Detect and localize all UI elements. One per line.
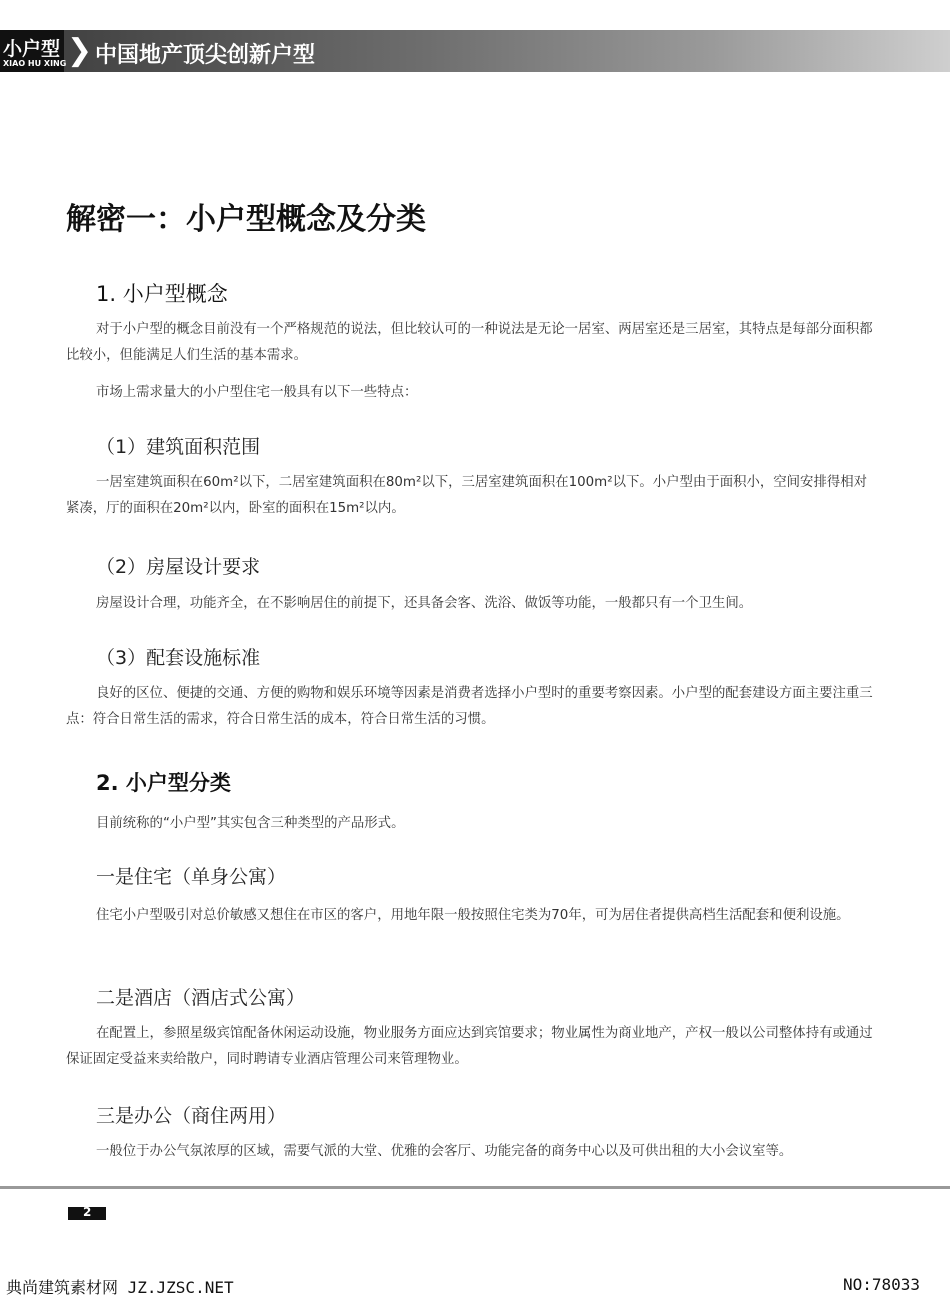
paragraph-design: 房屋设计合理，功能齐全，在不影响居住的前提下，还具备会客、洗浴、做饭等功能，一般都只有一个卫生间。 [96,596,753,611]
section-title: 中国地产顶尖创新户型 [95,42,316,68]
paragraph-hotel: 在配置上，参照星级宾馆配备休闲运动设施，物业服务方面应达到宾馆要求；物业属性为商业地产，产权一般以公司整体持有或通过保证固定受益来卖给散户，同时聘请专业酒店管理公司来管理物业。 [66,1026,873,1067]
footer-divider [0,1186,950,1189]
subheading-area: （1）建筑面积范围 [96,436,261,458]
watermark-left: 典尚建筑素材网 JZ.JZSC.NET [6,1278,234,1297]
watermark-right: NO:78033 [842,1275,920,1294]
chevron-right-icon: ❯ [67,33,93,68]
subheading-residence: 一是住宅（单身公寓） [96,866,287,888]
subheading-hotel: 二是酒店（酒店式公寓） [96,987,306,1009]
paragraph-facilities: 良好的区位、便捷的交通、方便的购物和娱乐环境等因素是消费者选择小户型时的重要考察因素。小户型的配套建设方面主要注重三点：符合日常生活的需求，符合日常生活的成本，符合日常生活的习惯。 [66,686,873,727]
heading-categories: 2. 小户型分类 [96,771,231,795]
paragraph-residence: 住宅小户型吸引对总价敏感又想住在市区的客户，用地年限一般按照住宅类为70年，可为居住者提供高档生活配套和便利设施。 [96,908,850,923]
paragraph-area: 一居室建筑面积在60m²以下，二居室建筑面积在80m²以下，三居室建筑面积在100m²以下。小户型由于面积小，空间安排得相对紧凑，厅的面积在20m²以内，卧室的面积在15m²以内。 [66,475,868,516]
paragraph-concept: 对于小户型的概念目前没有一个严格规范的说法，但比较认可的一种说法是无论一居室、两居室还是三居室，其特点是每部分面积都比较小，但能满足人们生活的基本需求。 [66,322,873,363]
paragraph-features-intro: 市场上需求量大的小户型住宅一般具有以下一些特点： [96,385,418,400]
subheading-facilities: （3）配套设施标准 [96,647,261,669]
heading-concept: 1. 小户型概念 [96,282,228,306]
subheading-design: （2）房屋设计要求 [96,556,261,578]
brand-subtitle: XIAO HU XING [3,59,67,68]
subheading-office: 三是办公（商住两用） [96,1105,287,1127]
paragraph-office: 一般位于办公气氛浓厚的区域，需要气派的大堂、优雅的会客厅、功能完备的商务中心以及可供出租的大小会议室等。 [96,1144,793,1159]
page-number: 2 [83,1205,92,1219]
brand-title: 小户型 [3,38,61,60]
paragraph-categories-intro: 目前统称的“小户型”其实包含三种类型的产品形式。 [96,816,405,831]
page-title: 解密一：小户型概念及分类 [66,202,426,237]
